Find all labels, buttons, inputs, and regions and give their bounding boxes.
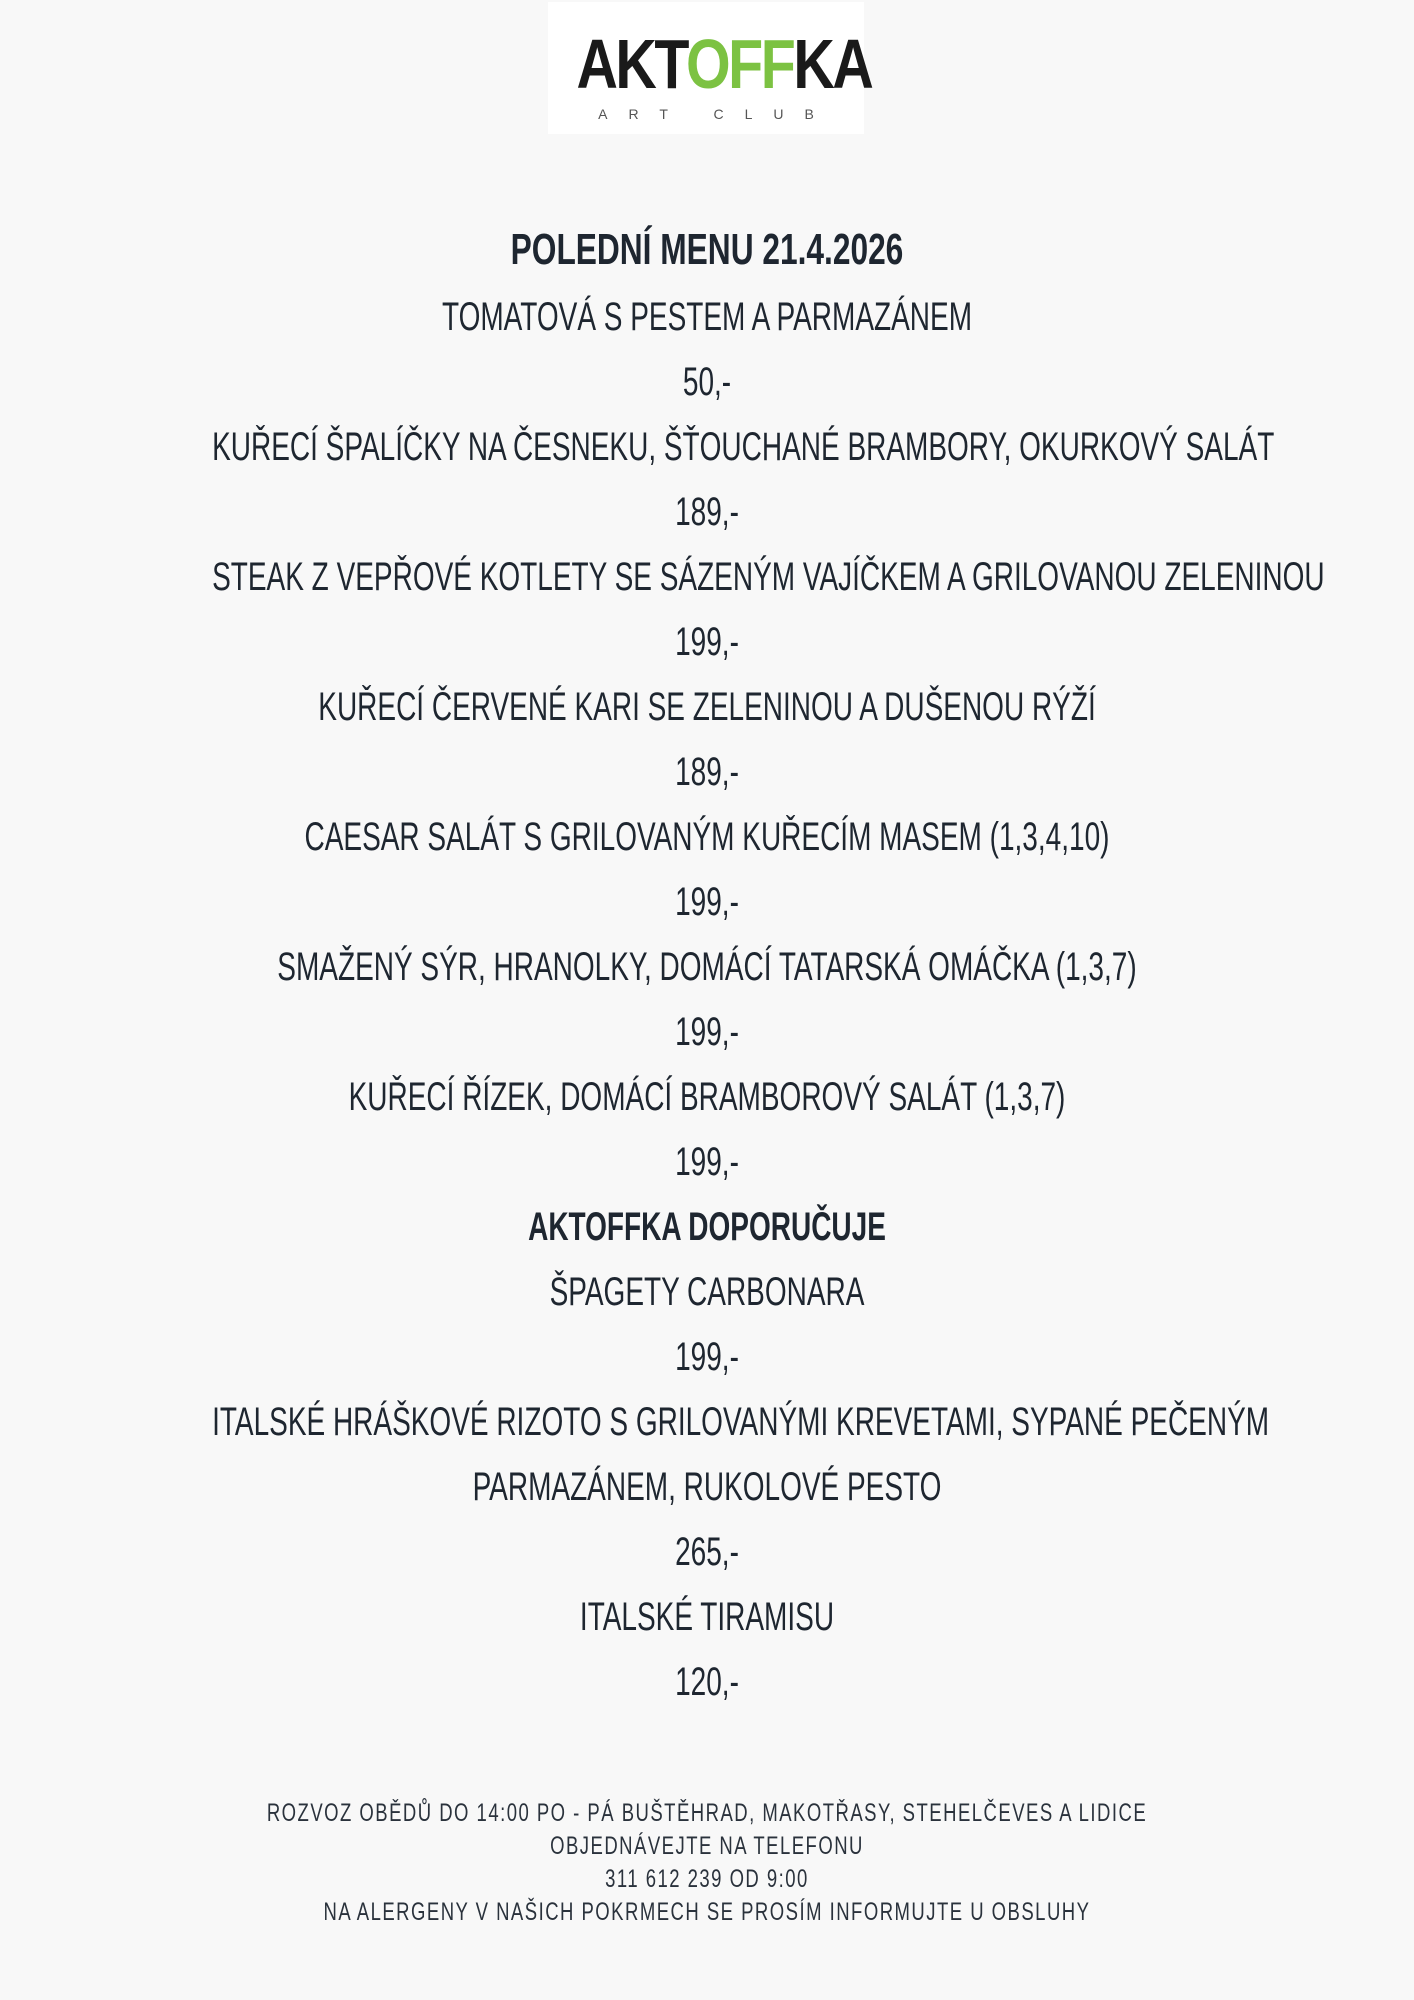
logo-text-ka: KA [793, 25, 872, 103]
logo-text-akt: AKT [576, 25, 686, 103]
logo-wordmark [576, 25, 872, 103]
menu-price: 199,- [675, 1335, 739, 1379]
recommendation-heading: AKTOFFKA DOPORUČUJE [528, 1205, 886, 1249]
menu-item: SMAŽENÝ SÝR, HRANOLKY, DOMÁCÍ TATARSKÁ OMÁČKA (1,3,7) [277, 945, 1137, 989]
menu-price: 120,- [675, 1660, 739, 1704]
menu-price: 199,- [675, 880, 739, 924]
menu-item: KUŘECÍ ČERVENÉ KARI SE ZELENINOU A DUŠENOU RÝŽÍ [318, 685, 1096, 729]
menu-item-soup: TOMATOVÁ S PESTEM A PARMAZÁNEM [441, 295, 973, 339]
order-info: OBJEDNÁVEJTE NA TELEFONU [550, 1832, 864, 1860]
menu-price: 199,- [675, 620, 739, 664]
footer-info [0, 1797, 1414, 1929]
menu-price: 265,- [675, 1530, 739, 1574]
lunch-menu [0, 214, 1414, 1715]
menu-item-dessert: ITALSKÉ TIRAMISU [579, 1595, 835, 1639]
menu-item: CAESAR SALÁT S GRILOVANÝM KUŘECÍM MASEM (1,3,4,10) [304, 815, 1110, 859]
logo-text-off: OFF [685, 25, 794, 103]
phone-number: 311 612 239 OD 9:00 [605, 1865, 809, 1893]
menu-price: 50,- [682, 360, 732, 404]
allergen-notice: NA ALERGENY V NAŠICH POKRMECH SE PROSÍM INFORMUJTE U OBSLUHY [323, 1898, 1091, 1926]
logo-subtitle: ART CLUB [598, 106, 835, 122]
menu-title: POLEDNÍ MENU 21.4.2026 [510, 225, 904, 274]
menu-item: STEAK Z VEPŘOVÉ KOTLETY SE SÁZENÝM VAJÍČKEM A GRILOVANOU ZELENINOU [212, 555, 1325, 599]
menu-item: ŠPAGETY CARBONARA [549, 1270, 865, 1314]
menu-item-continuation: PARMAZÁNEM, RUKOLOVÉ PESTO [472, 1465, 942, 1509]
menu-price: 199,- [675, 1140, 739, 1184]
menu-price: 189,- [675, 490, 739, 534]
menu-price: 189,- [675, 750, 739, 794]
menu-item: KUŘECÍ ŘÍZEK, DOMÁCÍ BRAMBOROVÝ SALÁT (1,3,7) [348, 1075, 1066, 1119]
menu-item: ITALSKÉ HRÁŠKOVÉ RIZOTO S GRILOVANÝMI KREVETAMI, SYPANÉ PEČENÝM [212, 1400, 1270, 1444]
menu-price: 199,- [675, 1010, 739, 1054]
aktoffka-logo [548, 2, 872, 134]
menu-item: KUŘECÍ ŠPALÍČKY NA ČESNEKU, ŠŤOUCHANÉ BRAMBORY, OKURKOVÝ SALÁT [212, 425, 1275, 469]
delivery-info: ROZVOZ OBĚDŮ DO 14:00 PO - PÁ BUŠTĚHRAD, MAKOTŘASY, STEHELČEVES A LIDICE [266, 1799, 1148, 1827]
